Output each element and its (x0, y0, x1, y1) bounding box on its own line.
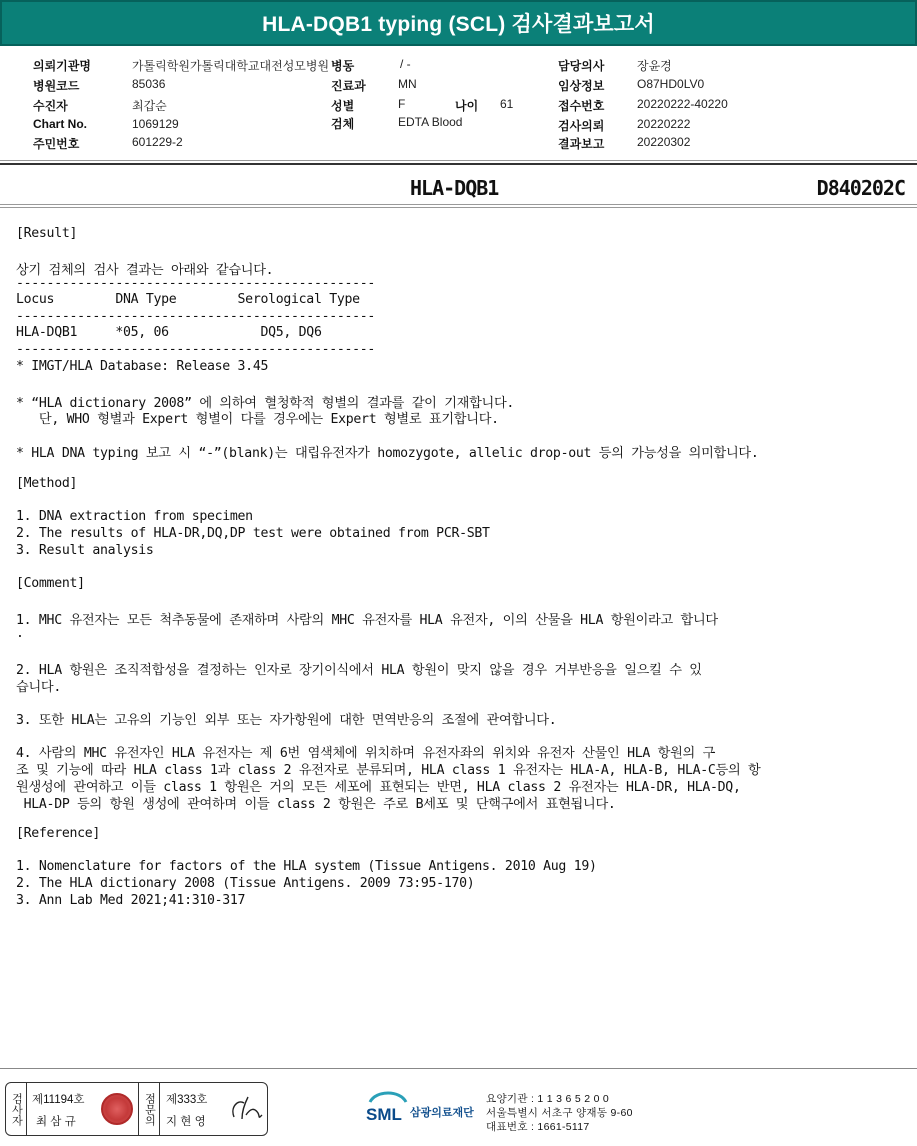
report-line: * “HLA dictionary 2008” 에 의하여 혈청학적 형별의 결과를 같이 기재합니다. (16, 396, 515, 411)
report-line: 원생성에 관여하고 이들 class 1 항원은 거의 모든 세포에 표현되는 반면, HLA class 2 유전자는 HLA-DR, HLA-DQ, (16, 780, 741, 795)
dept-label: 진료과 (331, 79, 366, 93)
divider (0, 163, 917, 165)
patient-value: 최갑순 (132, 99, 167, 113)
institution-label: 의뢰기관명 (33, 59, 91, 73)
report-line: 2. The results of HLA-DR,DQ,DP test were obtained from PCR-SBT (16, 526, 490, 541)
specialist-role: 점문의 (143, 1092, 156, 1126)
report-line: 상기 검체의 검사 결과는 아래와 같습니다. (16, 263, 274, 278)
chart-no-value: 1069129 (132, 117, 179, 131)
org-name: 삼광의료재단 (410, 1107, 474, 1119)
report-line: HLA-DQB1 *05, 06 DQ5, DQ6 (16, 325, 322, 340)
report-line: 3. Result analysis (16, 543, 154, 558)
tester-name: 최 삼 규 (36, 1116, 76, 1128)
patient-info-panel (0, 55, 917, 155)
receipt-no-label: 접수번호 (558, 99, 605, 113)
resident-no-value: 601229-2 (132, 135, 183, 149)
resident-no-label: 주민번호 (33, 137, 80, 151)
signature-box (5, 1082, 268, 1136)
report-line: 단, WHO 형별과 Expert 형별이 다를 경우에는 Expert 형별로 표기합니다. (16, 412, 499, 427)
specimen-value: EDTA Blood (398, 115, 463, 129)
report-line: 습니다. (16, 680, 61, 695)
chart-no-label: Chart No. (33, 117, 87, 131)
report-line: Locus DNA Type Serological Type (16, 292, 360, 307)
ward-value: / - (400, 57, 411, 71)
report-line: 1. Nomenclature for factors of the HLA system (Tissue Antigens. 2010 Aug 19) (16, 859, 597, 874)
report-date-value: 20220302 (637, 135, 691, 149)
clinical-info-label: 임상정보 (558, 79, 605, 93)
clinical-info-value: O87HD0LV0 (637, 77, 705, 91)
request-date-value: 20220222 (637, 117, 691, 131)
divider (0, 204, 917, 205)
patient-label: 수진자 (33, 99, 68, 113)
tester-license: 제11194호 (32, 1094, 85, 1106)
sml-logo-text: SML (366, 1105, 402, 1124)
report-line: . (16, 626, 24, 641)
institution-value: 가톨릭학원가톨릭대학교대전성모병원 (132, 59, 330, 73)
specimen-label: 검체 (331, 117, 355, 131)
report-line: [Method] (16, 476, 78, 491)
seal-stamp-icon (101, 1093, 133, 1125)
hospital-code-label: 병원코드 (33, 79, 80, 93)
report-title: HLA-DQB1 typing (SCL) 검사결과보고서 (262, 13, 655, 36)
report-line: * IMGT/HLA Database: Release 3.45 (16, 359, 269, 374)
report-line: 2. HLA 항원은 조직적합성을 결정하는 인자로 장기이식에서 HLA 항원이 맞지 않을 경우 거부반응을 일으킬 수 있 (16, 663, 702, 678)
age-label: 나이 (455, 99, 479, 113)
report-line: [Result] (16, 226, 78, 241)
age-value: 61 (500, 97, 514, 111)
sml-logo-icon (366, 1088, 410, 1128)
divider (0, 160, 917, 161)
signature-icon (228, 1093, 264, 1125)
dept-value: MN (398, 77, 417, 91)
report-line: 2. The HLA dictionary 2008 (Tissue Antigens. 2009 73:95-170) (16, 876, 475, 891)
sex-label: 성별 (331, 99, 355, 113)
report-line: ----------------------------------------------- (16, 276, 376, 291)
org-phone: 대표번호 : 1661-5117 (486, 1121, 590, 1133)
report-line: * HLA DNA typing 보고 시 “-”(blank)는 대립유전자가 homozygote, allelic drop-out 등의 가능성을 의미합니다. (16, 446, 759, 461)
org-address: 서울특별시 서초구 양재동 9-60 (486, 1107, 633, 1119)
specialist-role-cell (139, 1083, 160, 1135)
hospital-code-value: 85036 (132, 77, 166, 91)
doctor-label: 담당의사 (558, 59, 605, 73)
report-line: 조 및 기능에 따라 HLA class 1과 class 2 유전자로 분류되며, HLA class 1 유전자는 HLA-A, HLA-B, HLA-C등의 항 (16, 763, 761, 778)
test-code: D840202C (816, 176, 905, 200)
report-line: 3. Ann Lab Med 2021;41:310-317 (16, 893, 246, 908)
specialist-license: 제333호 (166, 1094, 208, 1106)
receipt-no-value: 20220222-40220 (637, 97, 728, 111)
ward-label: 병동 (331, 59, 355, 73)
request-date-label: 검사의뢰 (558, 119, 605, 133)
report-line: 1. DNA extraction from specimen (16, 509, 253, 524)
report-line: [Comment] (16, 576, 85, 591)
report-line: 4. 사람의 MHC 유전자인 HLA 유전자는 제 6번 염색체에 위치하며 유전자좌의 위치와 유전자 산물인 HLA 항원의 구 (16, 746, 716, 761)
report-line: HLA-DP 등의 항원 생성에 관여하며 이들 class 2 항원은 주로 B세포 및 단핵구에서 표현됩니다. (16, 797, 616, 812)
report-line: ----------------------------------------------- (16, 309, 376, 324)
report-line: [Reference] (16, 826, 101, 841)
doctor-value: 장윤경 (637, 59, 672, 73)
divider (0, 1068, 917, 1069)
report-title-bar (0, 0, 917, 46)
report-line: 3. 또한 HLA는 고유의 기능인 외부 또는 자가항원에 대한 면역반응의 조절에 관여합니다. (16, 713, 557, 728)
test-name: HLA-DQB1 (410, 176, 499, 200)
divider (0, 207, 917, 208)
tester-role-cell (6, 1083, 27, 1135)
report-line: 1. MHC 유전자는 모든 척추동물에 존재하며 사람의 MHC 유전자를 HLA 유전자, 이의 산물을 HLA 항원이라고 합니다 (16, 613, 718, 628)
report-date-label: 결과보고 (558, 137, 605, 151)
institution-code: 요양기관 : 1 1 3 6 5 2 0 0 (486, 1093, 610, 1105)
report-line: ----------------------------------------------- (16, 342, 376, 357)
specialist-name: 지 현 영 (166, 1116, 206, 1128)
tester-role: 검사자 (10, 1092, 23, 1126)
sex-value: F (398, 97, 406, 111)
